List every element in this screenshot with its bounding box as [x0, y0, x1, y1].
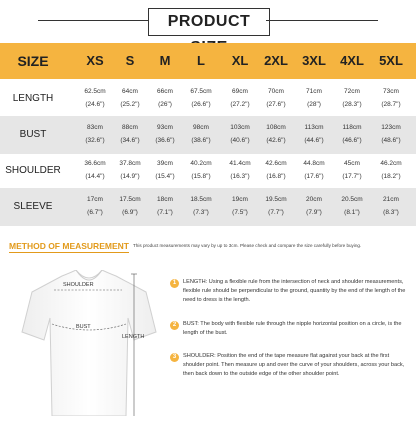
size-cell: 67.5cm (26.6") — [190, 88, 212, 108]
size-cell: 20.5cm (8.1") — [341, 196, 363, 216]
table-row-sleeve — [0, 188, 416, 226]
title-area — [0, 0, 416, 40]
size-cell: 36.6cm (14.4") — [84, 160, 106, 180]
table-row-bust — [0, 116, 416, 154]
step-text: SHOULDER: Position the end of the tape measure flat against your back at the first shoulder point. Then measure up and over the curve of your shoulders, across your back, then back down to the outside edge of the other shoulder point. — [183, 353, 405, 377]
size-cell: 69cm (27.2") — [230, 88, 250, 108]
size-cell: 41.4cm (16.3") — [229, 160, 251, 180]
title-divider-left — [38, 20, 150, 21]
step-text: BUST: The body with flexible rule through the nipple horizontal position on a circle, is the length of the bust. — [183, 321, 402, 336]
size-cell: 18cm (7.1") — [157, 196, 173, 216]
row-label-bust: BUST — [19, 129, 47, 140]
size-cell: 88cm (34.6") — [120, 124, 140, 144]
method-underline — [9, 252, 129, 253]
size-cell: 17.5cm (6.9") — [119, 196, 141, 216]
size-cell: 19.5cm (7.7") — [265, 196, 287, 216]
size-header-m: M — [159, 53, 171, 68]
size-cell: 42.6cm (16.8") — [265, 160, 287, 180]
size-cell: 83cm (32.6") — [85, 124, 105, 144]
method-title: METHOD OF MEASUREMENT — [9, 241, 129, 251]
row-label-shoulder: SHOULDER — [5, 165, 61, 176]
size-header-l: L — [197, 53, 205, 68]
size-cell: 17cm (6.7") — [87, 196, 103, 216]
diagram-label-length: LENGTH — [122, 334, 145, 340]
step-number: 2 — [170, 321, 179, 330]
size-cell: 98cm (38.6") — [191, 124, 211, 144]
size-cell: 64cm (25.2") — [120, 88, 140, 108]
size-cell: 93cm (36.6") — [155, 124, 175, 144]
size-header-xs: XS — [86, 53, 104, 68]
size-header-xl: XL — [231, 53, 249, 68]
diagram-label-shoulder: SHOULDER — [63, 282, 94, 288]
table-row-shoulder — [0, 152, 416, 190]
size-header-4xl: 4XL — [340, 53, 364, 68]
size-cell: 40.2cm (15.8") — [190, 160, 212, 180]
step-number: 1 — [170, 279, 179, 288]
size-cell: 113cm (44.6") — [304, 124, 324, 144]
size-cell: 108cm (42.6") — [266, 124, 286, 144]
measurement-method-header — [0, 238, 416, 256]
size-cell: 37.8cm (14.9") — [119, 160, 141, 180]
step-text: LENGTH: Using a flexible rule from the intersection of neck and shoulder measurements, flexible rule should be perpendicular to the ground, quantity by the end of the length of the need to dress is the length. — [183, 279, 406, 303]
size-cell: 18.5cm (7.3") — [190, 196, 212, 216]
size-header-s: S — [125, 53, 135, 68]
size-cell: 39cm (15.4") — [155, 160, 175, 180]
size-cell: 71cm (28") — [306, 88, 322, 108]
row-label-length: LENGTH — [12, 93, 54, 104]
size-header-row — [0, 43, 416, 79]
size-cell: 103cm (40.6") — [230, 124, 250, 144]
size-cell: 123cm (48.6") — [381, 124, 401, 144]
size-cell: 70cm (27.6") — [266, 88, 286, 108]
diagram-label-bust: BUST — [76, 324, 91, 330]
size-cell: 72cm (28.3") — [342, 88, 362, 108]
size-cell: 44.8cm (17.6") — [303, 160, 325, 180]
size-header-label: SIZE — [17, 53, 49, 69]
measurement-disclaimer: This product measurements may vary by up to 3cm. Please check and compare the size carefully before buying. — [133, 243, 362, 248]
size-cell: 20cm (7.9") — [306, 196, 322, 216]
size-header-5xl: 5XL — [379, 53, 403, 68]
size-cell: 62.5cm (24.6") — [84, 88, 106, 108]
size-cell: 21cm (8.3") — [383, 196, 399, 216]
title-divider-right — [266, 20, 378, 21]
size-cell: 118cm (46.6") — [342, 124, 362, 144]
row-label-sleeve: SLEEVE — [13, 201, 53, 212]
tshirt-icon — [14, 270, 164, 416]
size-cell: 46.2cm (18.2") — [380, 160, 402, 180]
size-cell: 73cm (28.7") — [381, 88, 401, 108]
size-cell: 19cm (7.5") — [232, 196, 248, 216]
size-header-3xl: 3XL — [302, 53, 326, 68]
tshirt-diagram — [14, 270, 164, 416]
size-cell: 66cm (26") — [157, 88, 173, 108]
step-number: 3 — [170, 353, 179, 362]
page-title: PRODUCT — [148, 8, 270, 36]
size-header-2xl: 2XL — [264, 53, 288, 68]
table-row-length — [0, 80, 416, 118]
size-cell: 45cm (17.7") — [342, 160, 362, 180]
